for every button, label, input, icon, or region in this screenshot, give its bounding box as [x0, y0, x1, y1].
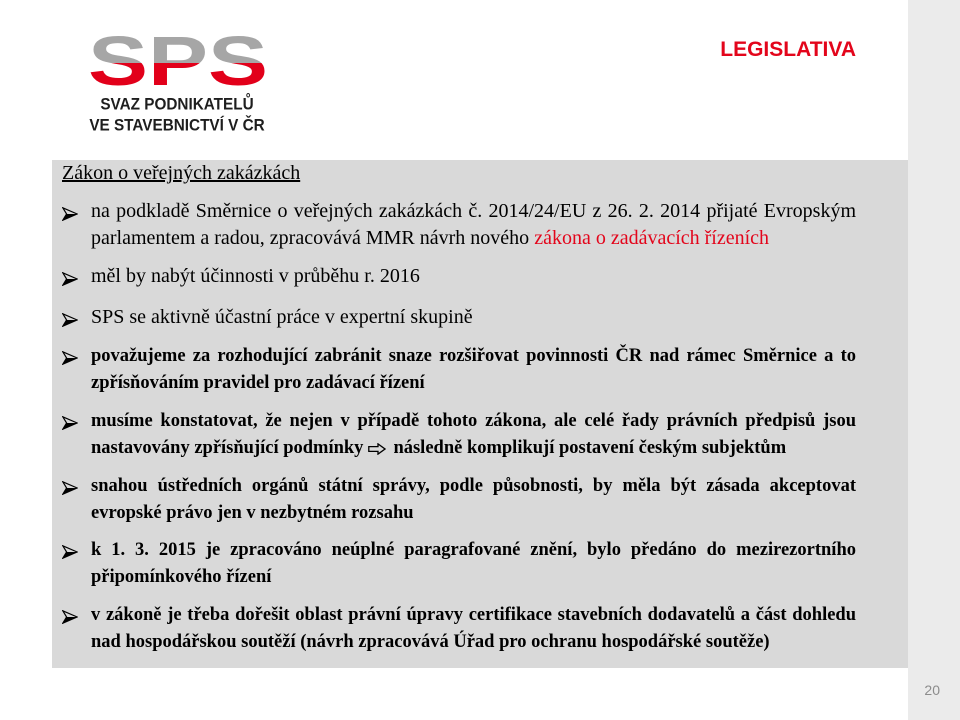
logo-line-2: VE STAVEBNICTVÍ V ČR [89, 116, 265, 135]
hollow-right-arrow-icon [368, 443, 386, 455]
right-side-strip [908, 0, 960, 720]
arrowhead-bullet-icon [62, 481, 78, 495]
bullet-line: SPS se aktivně účastní práce v expertní skupině [91, 306, 473, 328]
arrowhead-bullet-icon [62, 545, 78, 559]
bullet-text [91, 263, 856, 290]
section-title: LEGISLATIVA [720, 38, 856, 61]
logo-line-1: SVAZ PODNIKATELŮ [100, 95, 254, 114]
bullet-line [91, 435, 856, 462]
arrowhead-bullet-icon [62, 272, 78, 286]
bullet-line: zpřísňováním pravidel pro zadávací řízení [91, 372, 425, 393]
bullet-text [91, 473, 856, 526]
bullet-line: považujeme za rozhodující zabránit snaze rozšiřovat povinnosti ČR nad rámec Směrnice a to [91, 346, 856, 366]
bullet-line: evropské právo jen v nezbytném rozsahu [91, 502, 414, 523]
bullet-line [91, 225, 856, 252]
bullet-text [91, 537, 856, 590]
bullet-text [91, 343, 856, 396]
arrowhead-bullet-icon [62, 351, 78, 365]
logo-mark-text: SPS [88, 22, 268, 100]
arrowhead-bullet-icon [62, 416, 78, 430]
bullet-text [91, 602, 856, 655]
bullet-line-text: nastavovány zpřísňující podmínky [91, 437, 364, 458]
bullet-line-text: parlamentem a radou, zpracovává MMR návrh nového [91, 227, 535, 249]
bullet-text [91, 198, 856, 252]
bullet-line: připomínkového řízení [91, 566, 272, 587]
sps-logo-mark [78, 22, 282, 100]
content-heading: Zákon o veřejných zakázkách [62, 162, 301, 184]
bullet-line: na podkladě Směrnice o veřejných zakázkách č. 2014/24/EU z 26. 2. 2014 přijaté Evropským [91, 200, 856, 222]
bullet-line-text: následně komplikují postavení českým subjektům [393, 437, 787, 458]
bullet-line: k 1. 3. 2015 je zpracováno neúplné paragrafované znění, bylo předáno do mezirezortního [91, 540, 856, 560]
arrowhead-bullet-icon [62, 610, 78, 624]
bullet-text [91, 304, 856, 331]
bullet-text [91, 408, 856, 461]
highlighted-law-name: zákona o zadávacích řízeních [534, 227, 770, 249]
arrowhead-bullet-icon [62, 207, 78, 221]
bullet-line: v zákoně je třeba dořešit oblast právní úpravy certifikace stavebních dodavatelů a část dohledu [91, 605, 856, 625]
bullet-line: musíme konstatovat, že nejen v případě tohoto zákona, ale celé řady právních předpisů jsou [91, 411, 856, 431]
page-number: 20 [924, 682, 940, 698]
arrowhead-bullet-icon [62, 313, 78, 327]
bullet-line: nad hospodářskou soutěží (návrh zpracovává Úřad pro ochranu hospodářské soutěže) [91, 631, 770, 652]
bullet-line: měl by nabýt účinnosti v průběhu r. 2016 [91, 265, 420, 287]
bullet-line: snahou ústředních orgánů státní správy, podle působnosti, by měla být zásada akceptovat [91, 476, 856, 496]
